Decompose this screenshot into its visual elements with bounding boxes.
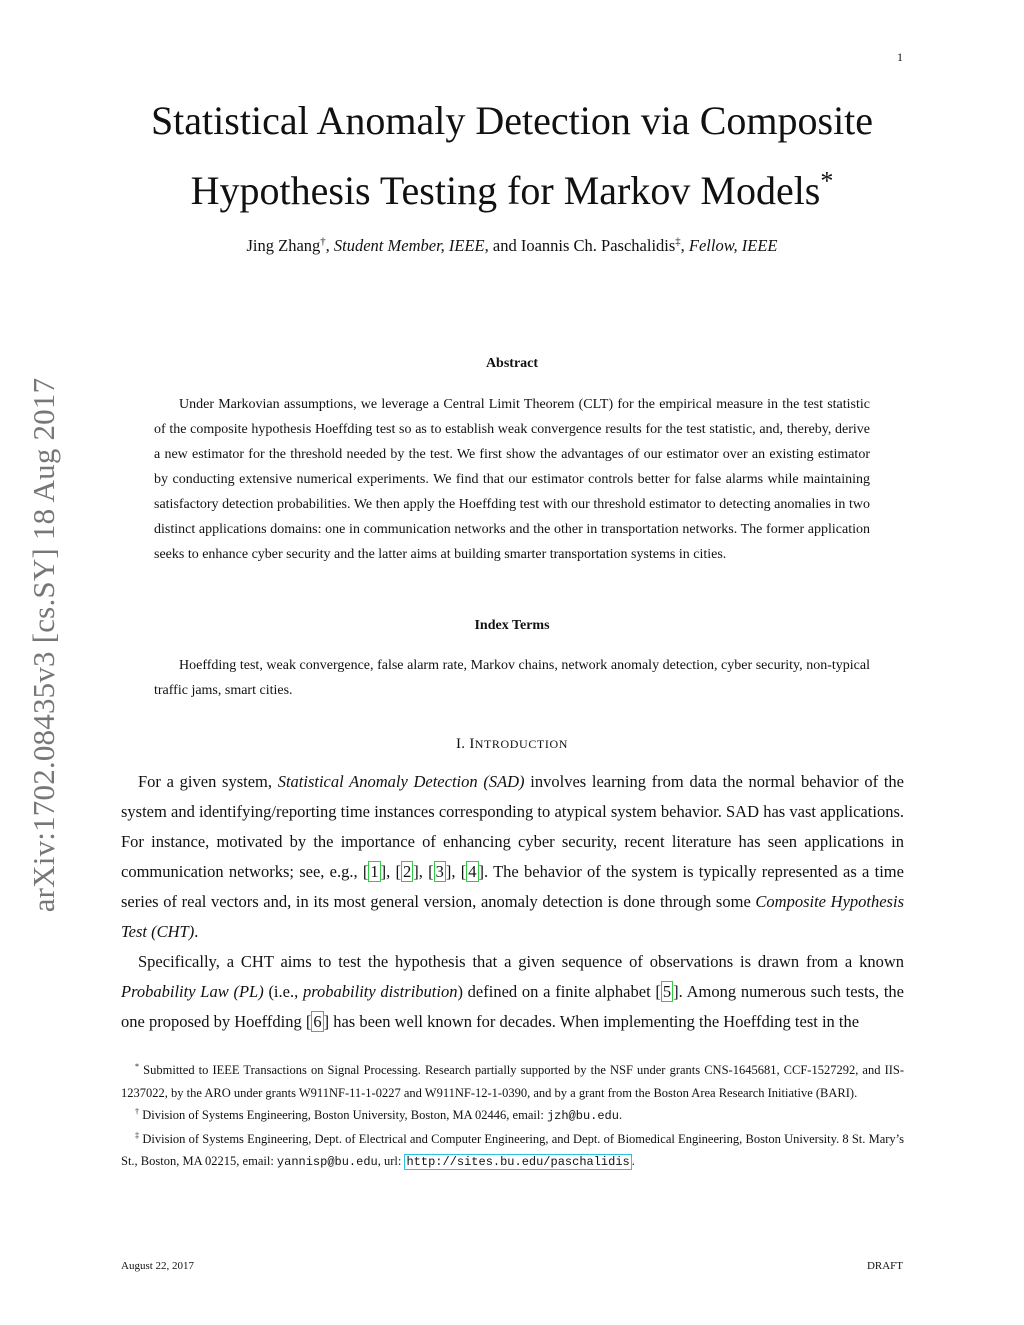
- citation-link[interactable]: 3: [435, 862, 444, 881]
- author-line: Jing Zhang†, Student Member, IEEE, and Ioannis Ch. Paschalidis‡, Fellow, IEEE: [246, 235, 778, 255]
- footer-date: August 22, 2017: [121, 1260, 195, 1272]
- abstract-text: Under Markovian assumptions, we leverage a Central Limit Theorem (CLT) for the empirical measure in the test statistic of the composite hypothesis Hoeffding test so as to establish weak convergence results for the test statistic, and, thereby, derive a new estimator for the threshold needed by the test. We first show the advantages of our estimator over an existing estimator by conducting extensive numerical experiments. We find that our estimator controls better for false alarms while maintaining satisfactory detection probabilities. We then apply the Hoeffding test with our threshold estimator to detecting anomalies in two distinct applications domains: one in communication networks and the other in transportation networks. The former application seeks to enhance cyber security and the latter aims at building smarter transportation systems in cities.: [154, 397, 870, 562]
- author-1-role: Student Member, IEEE: [333, 236, 485, 255]
- citation-link[interactable]: 4: [468, 862, 477, 881]
- intro-paragraph-2: Specifically, a CHT aims to test the hypothesis that a given sequence of observations is drawn from a known Probability Law (PL) (i.e., probability distribution) defined on a finite alphabet [ 5 ]. Among numerous such tests, the one proposed by Hoeffding [ 6 ] has been well known for decades. When implementing the Hoeffding test in the: [121, 952, 905, 1031]
- footnote-1: * Submitted to IEEE Transactions on Signal Processing. Research partially supported by the NSF under grants CNS-1645681, CCF-1527292, and IIS-1237022, by the ARO under grants W911NF-11-1-0227 and W911NF-12-1-0390, and by a grant from the Boston Area Research Initiative (BARI).: [121, 1061, 905, 1100]
- title-line-1: Statistical Anomaly Detection via Composite: [150, 98, 874, 143]
- homepage-link[interactable]: http://sites.bu.edu/paschalidis: [406, 1155, 630, 1169]
- paper-title: [0, 86, 1024, 226]
- arxiv-identifier: arXiv:1702.08435v3 [cs.SY] 18 Aug 2017: [26, 377, 61, 913]
- citation-link[interactable]: 6: [313, 1012, 322, 1031]
- page-number: 1: [897, 50, 903, 64]
- index-terms-text: Hoeffding test, weak convergence, false alarm rate, Markov chains, network anomaly detection, cyber security, non-typical traffic jams, smart cities.: [154, 658, 870, 698]
- author-1-mark: †: [320, 235, 326, 248]
- author-1: Jing Zhang: [246, 236, 321, 255]
- author-2: Ioannis Ch. Paschalidis: [520, 236, 676, 255]
- author-2-role: Fellow, IEEE: [688, 236, 778, 255]
- citation-link[interactable]: 2: [403, 862, 412, 881]
- intro-paragraph-1: For a given system, Statistical Anomaly Detection (SAD) involves learning from data the normal behavior of the system and identifying/reporting time instances corresponding to atypical system behavior. SAD has vast applications. For instance, motivated by the importance of enhancing cyber security, recent literature has seen applications in communication networks; see, e.g., [ 1 ], [ 2 ], [ 3 ], [ 4 ]. The behavior of the system is typically represented as a time series of real vectors and, in its most general version, anomaly detection is done through some Composite Hypothesis Test (CHT).: [121, 772, 904, 941]
- author-2-mark: ‡: [675, 235, 681, 248]
- footnote-2: † Division of Systems Engineering, Boston University, Boston, MA 02446, email: jzh@bu.edu.: [135, 1106, 623, 1123]
- abstract-heading: Abstract: [485, 356, 539, 371]
- title-line-2: Hypothesis Testing for Markov Models*: [190, 166, 834, 213]
- section-heading-introduction: I. INTRODUCTION: [456, 736, 568, 752]
- footer-status: DRAFT: [866, 1260, 903, 1272]
- email-link[interactable]: yannisp@bu.edu: [276, 1155, 378, 1169]
- footnotes: [121, 1059, 904, 1174]
- email-link[interactable]: jzh@bu.edu: [546, 1109, 619, 1123]
- citation-link[interactable]: 1: [370, 862, 379, 881]
- citation-link[interactable]: 5: [662, 982, 672, 1001]
- index-terms-heading: Index Terms: [474, 618, 550, 633]
- title-footnote-mark: *: [820, 166, 834, 196]
- footnote-3: ‡ Division of Systems Engineering, Dept. of Electrical and Computer Engineering, and Dept. of Biomedical Engineering, Boston University. 8 St. Mary’s St., Boston, MA 02215, email: yannisp@bu.edu, url: http://sites.bu.edu/paschalidis .: [121, 1130, 905, 1169]
